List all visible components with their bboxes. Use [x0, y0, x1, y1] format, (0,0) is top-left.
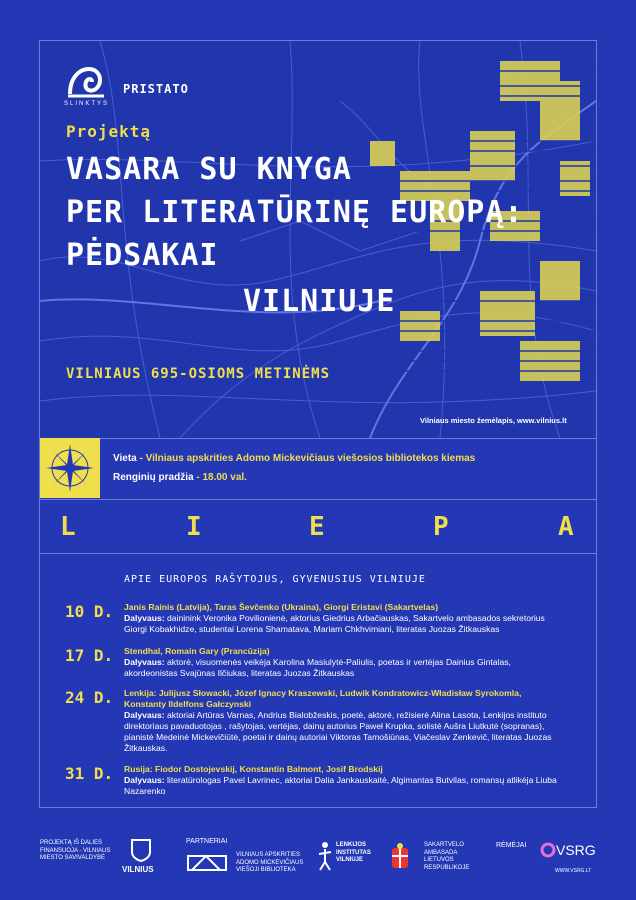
slinktys-logo-icon — [66, 60, 106, 100]
event-day: 10 D. — [65, 602, 114, 621]
embassy-name: SAKARTVELO AMBASADA LIETUVOS RESPUBLIKOJE — [424, 842, 470, 871]
georgia-coat-of-arms-icon — [384, 842, 416, 872]
event-headline: Janis Rainis (Latvija), Taras Ševčenko (Ukraina), Giorgi Eristavi (Sakartvelas) — [124, 602, 439, 612]
sponsors-label: RĖMĖJAI — [496, 842, 527, 849]
vilnius-logo-text: VILNIUS — [122, 865, 154, 874]
title-line-3: PĖDSAKAI — [66, 238, 219, 273]
event-item — [124, 764, 564, 797]
venue-start-time: Renginių pradžia - 18.00 val. — [113, 472, 247, 483]
event-headline: Rusija: Fiodor Dostojevskij, Konstantin Balmont, Josif Brodskij — [124, 764, 383, 774]
event-day: 17 D. — [65, 646, 114, 665]
month-letter: L — [60, 512, 76, 542]
title-line-4: VILNIUJE — [243, 284, 396, 319]
event-details: Dalyvaus: aktorė, visuomenės veikėja Karolina Masiulytė-Paliulis, poetas ir vertėjas Dainius Gintalas, akordeonistas Svajūnas Ilčiukas, literatas Juozas Žitkauskas — [124, 657, 511, 678]
event-details: Dalyvaus: aktoriai Artūras Varnas, Andrius Bialobžeskis, poetė, aktorė, režisierė Alina Lasota, Lenkijos instituto direktoriaus pavaduotojas , rašytojas, vertėjas, dainų autorius Paweł Krupka, solistė Aušra Liutkutė (sopranas), pianistė Medeinė Mickevičiūtė, poetai ir dainų autoriai Viktoras Tamošiūnas, Viačeslav Zenkevič, literatas Juozas Žitkauskas. — [124, 710, 552, 753]
library-name: VILNIAUS APSKRITIES ADOMO MICKEVIČIAUS VIEŠOJI BIBLIOTEKA — [236, 852, 304, 873]
event-headline: Lenkija: Julijusz Słowacki, Józef Ignacy Kraszewski, Ludwik Kondratowicz-Władisław Syrokomla, Konstanty Ildelfons Gałczynski — [124, 688, 522, 709]
vilnius-crest-icon — [130, 838, 152, 862]
month-letter: P — [433, 512, 449, 542]
partners-label: PARTNERIAI — [186, 838, 228, 845]
slinktys-logo-text: SLINKTYS — [64, 101, 110, 107]
event-details: Dalyvaus: literatūrologas Pavel Lavrinec, aktoriai Dalia Jankauskaitė, Algimantas Butvilas, romansų atlikėja Liuba Nazarenko — [124, 775, 557, 796]
polish-institute-logo-icon — [316, 840, 334, 872]
event-item — [124, 602, 564, 635]
compass-rose-icon — [40, 438, 100, 498]
event-day: 31 D. — [65, 764, 114, 783]
month-letter: I — [186, 512, 202, 542]
event-headline: Stendhal, Romain Gary (Prancūzija) — [124, 646, 270, 656]
event-day: 24 D. — [65, 688, 114, 707]
presents-label: PRISTATO — [123, 82, 189, 96]
month-letter: A — [558, 512, 574, 542]
project-label: Projektą — [66, 122, 152, 141]
venue-panel — [39, 437, 597, 500]
map-credit: Vilniaus miesto žemėlapis, www.vilnius.lt — [420, 416, 567, 425]
section-title: APIE EUROPOS RAŠYTOJUS, GYVENUSIUS VILNIUJE — [124, 574, 426, 585]
event-item — [124, 688, 564, 754]
title-line-2: PER LITERATŪRINĘ EUROPĄ: — [66, 195, 524, 230]
event-details: Dalyvaus: daininink Veronika Povilionienė, aktorius Giedrius Arbačiauskas, Sakartvelo ambasados sekretorius Giorgi Kobakhidze, studentai Lorena Shamatava, Mariam Chkhvimiani, literatas Juozas Žitkauskas — [124, 613, 545, 634]
vsrg-website: WWW.VSRG.LT — [555, 868, 592, 874]
subtitle: VILNIAUS 695-OSIOMS METINĖMS — [66, 366, 331, 382]
polish-institute-name: LENKIJOS INSTITUTAS VILNIUJE — [336, 842, 371, 863]
vsrg-logo-icon — [540, 842, 556, 858]
month-letter: E — [309, 512, 325, 542]
venue-location: Vieta - Vilniaus apskrities Adomo Mickevičiaus viešosios bibliotekos kiemas — [113, 453, 476, 464]
funding-note: PROJEKTĄ IŠ DALIES FINANSUOJA - VILNIAUS MIESTO SAVIVALDYBĖ — [40, 840, 111, 861]
event-item — [124, 646, 564, 679]
title-line-1: VASARA SU KNYGA — [66, 152, 352, 187]
library-logo-icon — [186, 852, 228, 874]
vsrg-logo-text: VSRG — [556, 842, 596, 858]
